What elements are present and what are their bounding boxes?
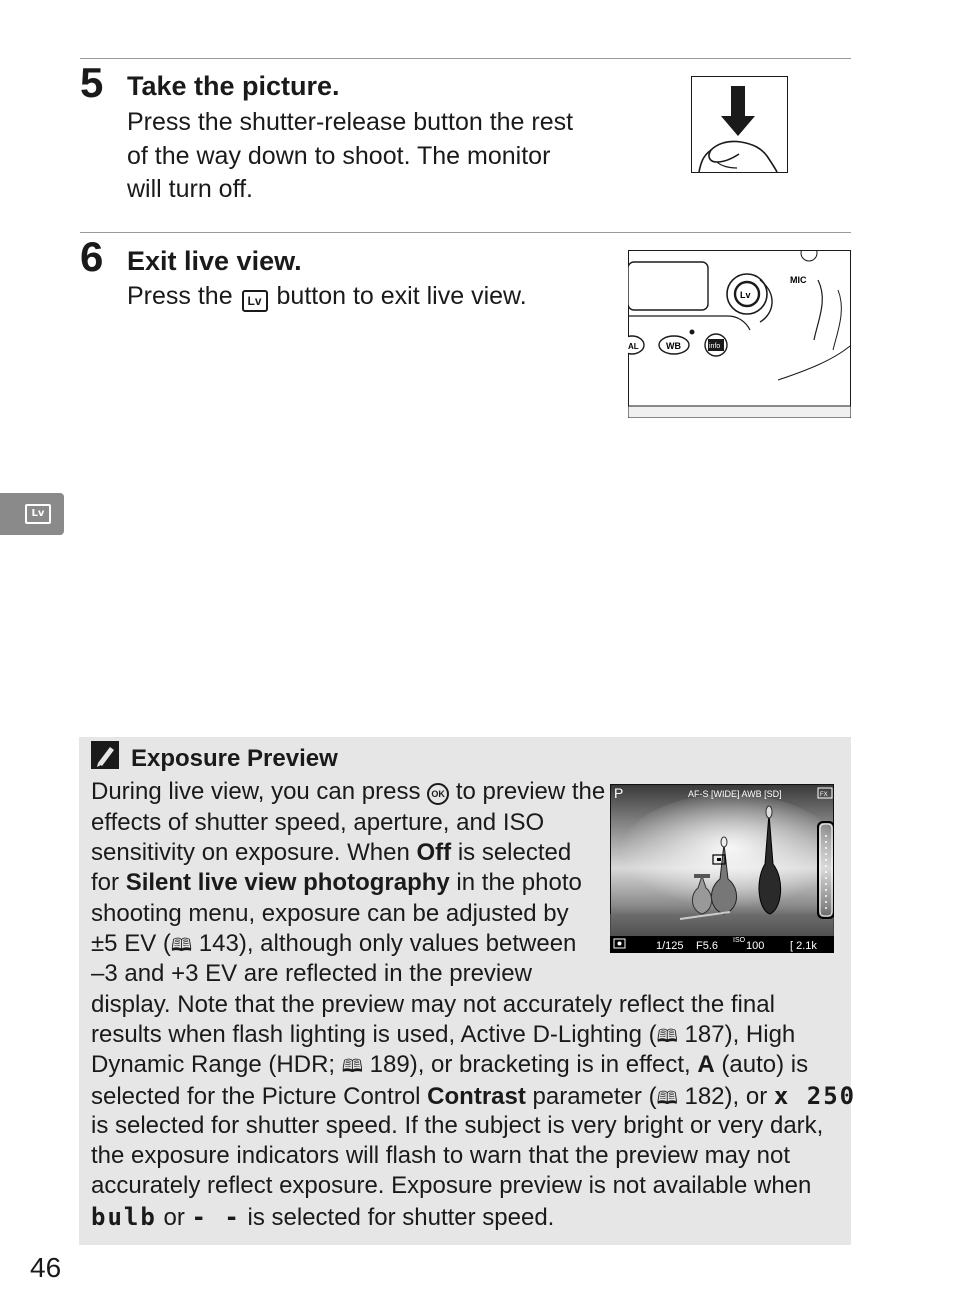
iso-label: ISO — [733, 937, 746, 944]
step-5-line: Press the shutter-release button the rest — [127, 108, 574, 136]
af-info: AF-S [WIDE] AWB [SD] — [688, 789, 782, 799]
live-view-icon: Lv — [25, 504, 51, 524]
note-line: During live view, you can press OK to preview the — [91, 778, 606, 805]
lv-button-label: Lv — [740, 290, 751, 300]
page-number: 46 — [30, 1252, 62, 1283]
step-5-title: Take the picture. — [127, 71, 340, 101]
step-6-title: Exit live view. — [127, 246, 302, 276]
note-line: –3 and +3 EV are reflected in the preview — [91, 960, 532, 987]
note-line: shooting menu, exposure can be adjusted by — [91, 900, 569, 927]
live-view-monitor-preview — [610, 784, 834, 953]
mode-indicator: P — [614, 785, 624, 801]
note-line: results when flash lighting is used, Active D-Lighting (🕮 187), High — [91, 1021, 796, 1048]
dashes-segment-glyph: - - — [191, 1203, 241, 1231]
step-6-body: Press the Lv button to exit live view. — [127, 282, 527, 310]
step-number-5: 5 — [80, 59, 104, 106]
top-rule — [80, 58, 851, 59]
note-line: effects of shutter speed, aperture, and ISO — [91, 809, 545, 836]
step-5-line: of the way down to shoot. The monitor — [127, 141, 551, 170]
iso-value: 100 — [746, 940, 765, 952]
note-line: Dynamic Range (HDR; 🕮 189), or bracketing is in effect, A (auto) is — [91, 1051, 809, 1078]
note-line: bulb or - - is selected for shutter speed. — [91, 1203, 555, 1231]
book-icon: 🕮 — [656, 1088, 678, 1108]
note-line: is selected for shutter speed. If the subject is very bright or very dark, — [91, 1112, 824, 1139]
book-icon: 🕮 — [170, 935, 193, 955]
shots-remaining: [ 2.1k — [790, 940, 817, 952]
lv-button-glyph: Lv — [242, 290, 268, 312]
note-line: ±5 EV (🕮 143), although only values between — [91, 930, 577, 957]
step-5-body — [127, 106, 573, 207]
bulb-segment-glyph: bulb — [91, 1203, 157, 1231]
book-icon: 🕮 — [341, 1056, 363, 1076]
note-line: accurately reflect exposure. Exposure preview is not available when — [91, 1172, 812, 1199]
step-number-6: 6 — [80, 233, 104, 280]
note-line: selected for the Picture Control Contrast parameter (🕮 182), or x 250 — [91, 1082, 857, 1110]
svg-text:WB: WB — [666, 341, 681, 351]
aperture: F5.6 — [696, 940, 719, 952]
svg-text:AL: AL — [628, 342, 639, 351]
note-line: the exposure indicators will flash to warn that the preview may not — [91, 1142, 791, 1169]
book-icon: 🕮 — [656, 1026, 678, 1046]
note-line: for Silent live view photography in the photo — [91, 869, 582, 896]
chapter-tab — [0, 493, 64, 535]
step-5-line: will turn off. — [127, 175, 253, 203]
ok-button-glyph: OK — [427, 783, 449, 805]
camera-back-illustration — [628, 250, 851, 418]
top-lcd-panel — [628, 262, 708, 310]
shutter-press-illustration — [691, 76, 788, 173]
note-title: Exposure Preview — [131, 745, 338, 772]
note-line: display. Note that the preview may not accurately reflect the final — [91, 991, 775, 1018]
x250-segment-glyph: x 250 — [773, 1082, 857, 1110]
step-divider — [80, 232, 851, 233]
pencil-note-icon — [91, 741, 119, 769]
mic-label: MIC — [790, 275, 807, 285]
svg-text:info: info — [709, 343, 721, 350]
note-line: sensitivity on exposure. When Off is selected — [91, 839, 572, 866]
shutter-speed: 1/125 — [656, 940, 684, 952]
fx-indicator: FX — [820, 792, 828, 798]
